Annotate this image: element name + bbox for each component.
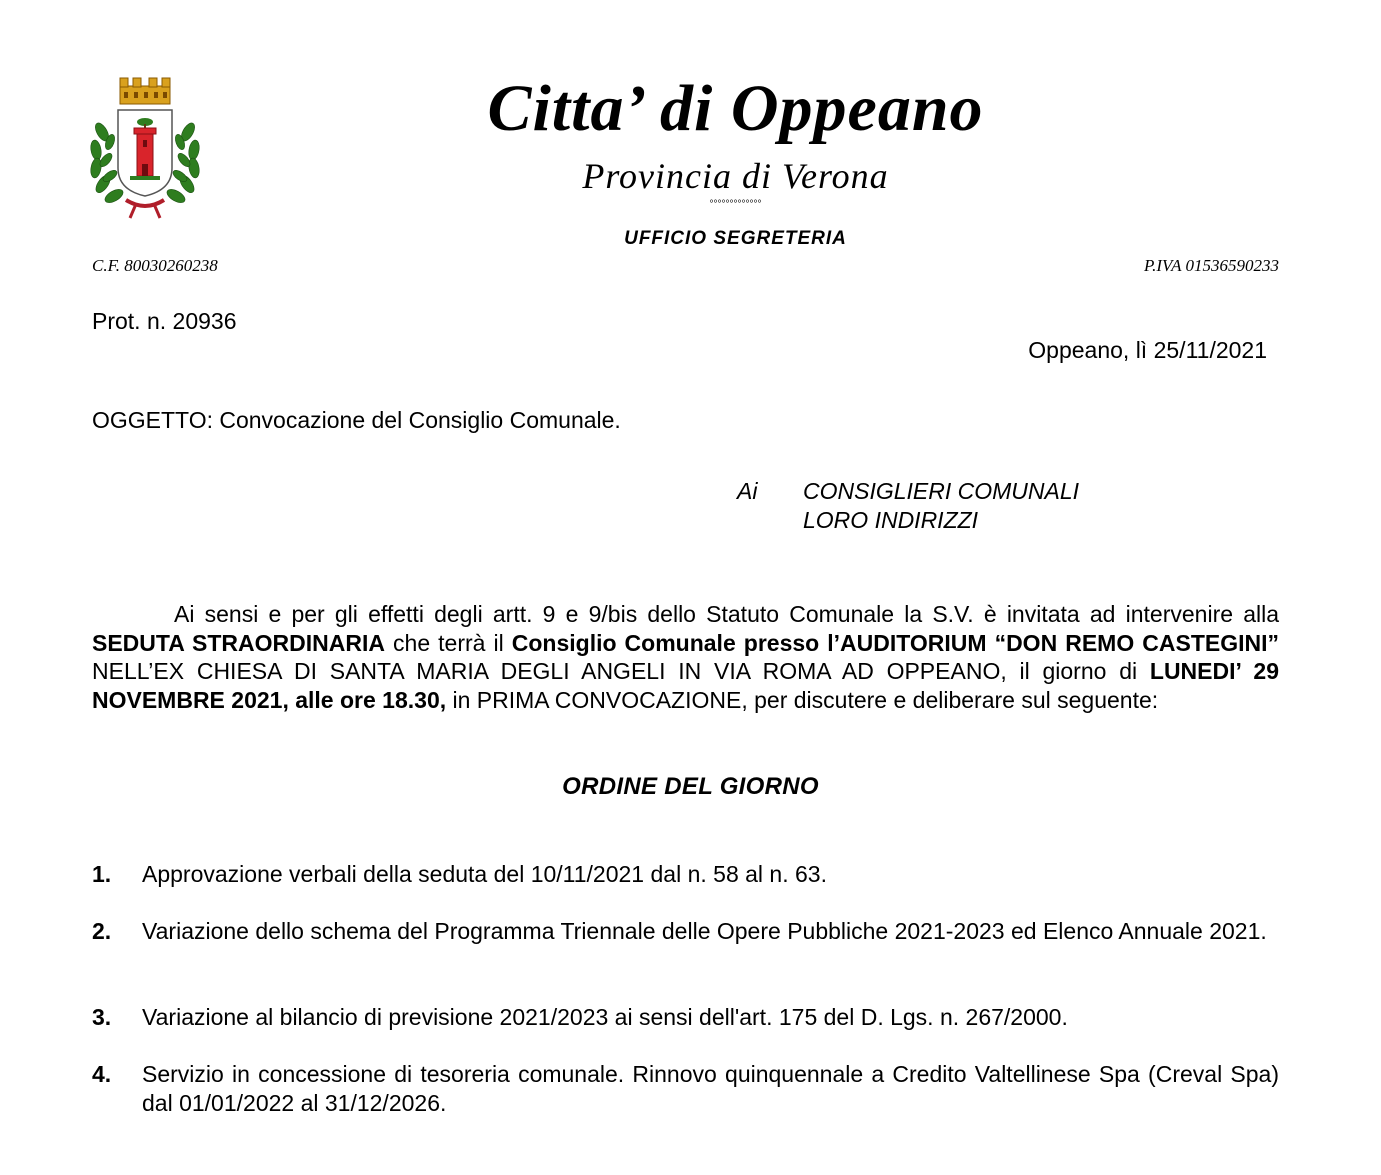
vat-number: P.IVA 01536590233 xyxy=(1143,256,1279,275)
recipient-prefix: Ai xyxy=(737,478,758,504)
meeting-date-time: LUNEDI’ 29 NOVEMBRE 2021, alle ore 18.30, xyxy=(92,658,1279,713)
paragraph-text: NELL’EX CHIESA DI SANTA MARIA DEGLI ANGELI IN VIA ROMA AD OPPEANO, il giorno di xyxy=(92,658,1150,684)
paragraph-text: Ai sensi e per gli effetti degli artt. 9 e 9/bis dello Statuto Comunale la S.V. è invitata ad intervenire alla xyxy=(174,601,1279,627)
session-type: SEDUTA STRAORDINARIA xyxy=(92,629,385,656)
agenda-title: ORDINE DEL GIORNO xyxy=(562,773,819,800)
recipient-line-1: CONSIGLIERI COMUNALI xyxy=(803,478,1080,504)
paragraph-text: in PRIMA CONVOCAZIONE, per discutere e deliberare sul seguente: xyxy=(446,686,1159,713)
recipient-line-2: LORO INDIRIZZI xyxy=(803,507,979,533)
agenda-item-number: 3. xyxy=(92,1004,112,1030)
agenda-item-text: Variazione al bilancio di previsione 2021/2023 ai sensi dell'art. 175 del D. Lgs. n. 267/2000. xyxy=(142,1004,1068,1030)
fiscal-code: C.F. 80030260238 xyxy=(92,256,218,275)
meeting-venue: Consiglio Comunale presso l’AUDITORIUM “DON REMO CASTEGINI” xyxy=(511,629,1279,656)
agenda-item xyxy=(92,1060,1279,1118)
agenda-item-number: 4. xyxy=(92,1061,112,1087)
office-name: UFFICIO SEGRETERIA xyxy=(624,228,847,249)
city-title: Citta’ di Oppeano xyxy=(487,72,984,145)
subject-line: OGGETTO: Convocazione del Consiglio Comunale. xyxy=(92,407,621,433)
header-divider: °°°°°°°°°°°°° xyxy=(709,199,762,210)
convocation-paragraph xyxy=(92,600,1279,714)
province-subtitle: Provincia di Verona xyxy=(582,156,889,196)
place-date: Oppeano, lì 25/11/2021 xyxy=(1028,337,1267,363)
protocol-number: Prot. n. 20936 xyxy=(92,308,237,334)
agenda-item xyxy=(92,860,1279,889)
agenda-item-number: 1. xyxy=(92,861,112,887)
agenda-item-number: 2. xyxy=(92,918,112,944)
agenda-item-text: Approvazione verbali della seduta del 10/11/2021 dal n. 58 al n. 63. xyxy=(142,861,827,887)
agenda-item-text: Variazione dello schema del Programma Triennale delle Opere Pubbliche 2021-2023 ed Elenco Annuale 2021. xyxy=(142,918,1267,944)
agenda-item xyxy=(92,917,1279,946)
agenda-item-text: Servizio in concessione di tesoreria comunale. Rinnovo quinquennale a Credito Valtellinese Spa (Creval Spa) dal 01/01/2022 al 31/12/2026. xyxy=(142,1061,1279,1116)
agenda-item xyxy=(92,1003,1279,1032)
paragraph-text: che terrà il xyxy=(384,629,512,656)
